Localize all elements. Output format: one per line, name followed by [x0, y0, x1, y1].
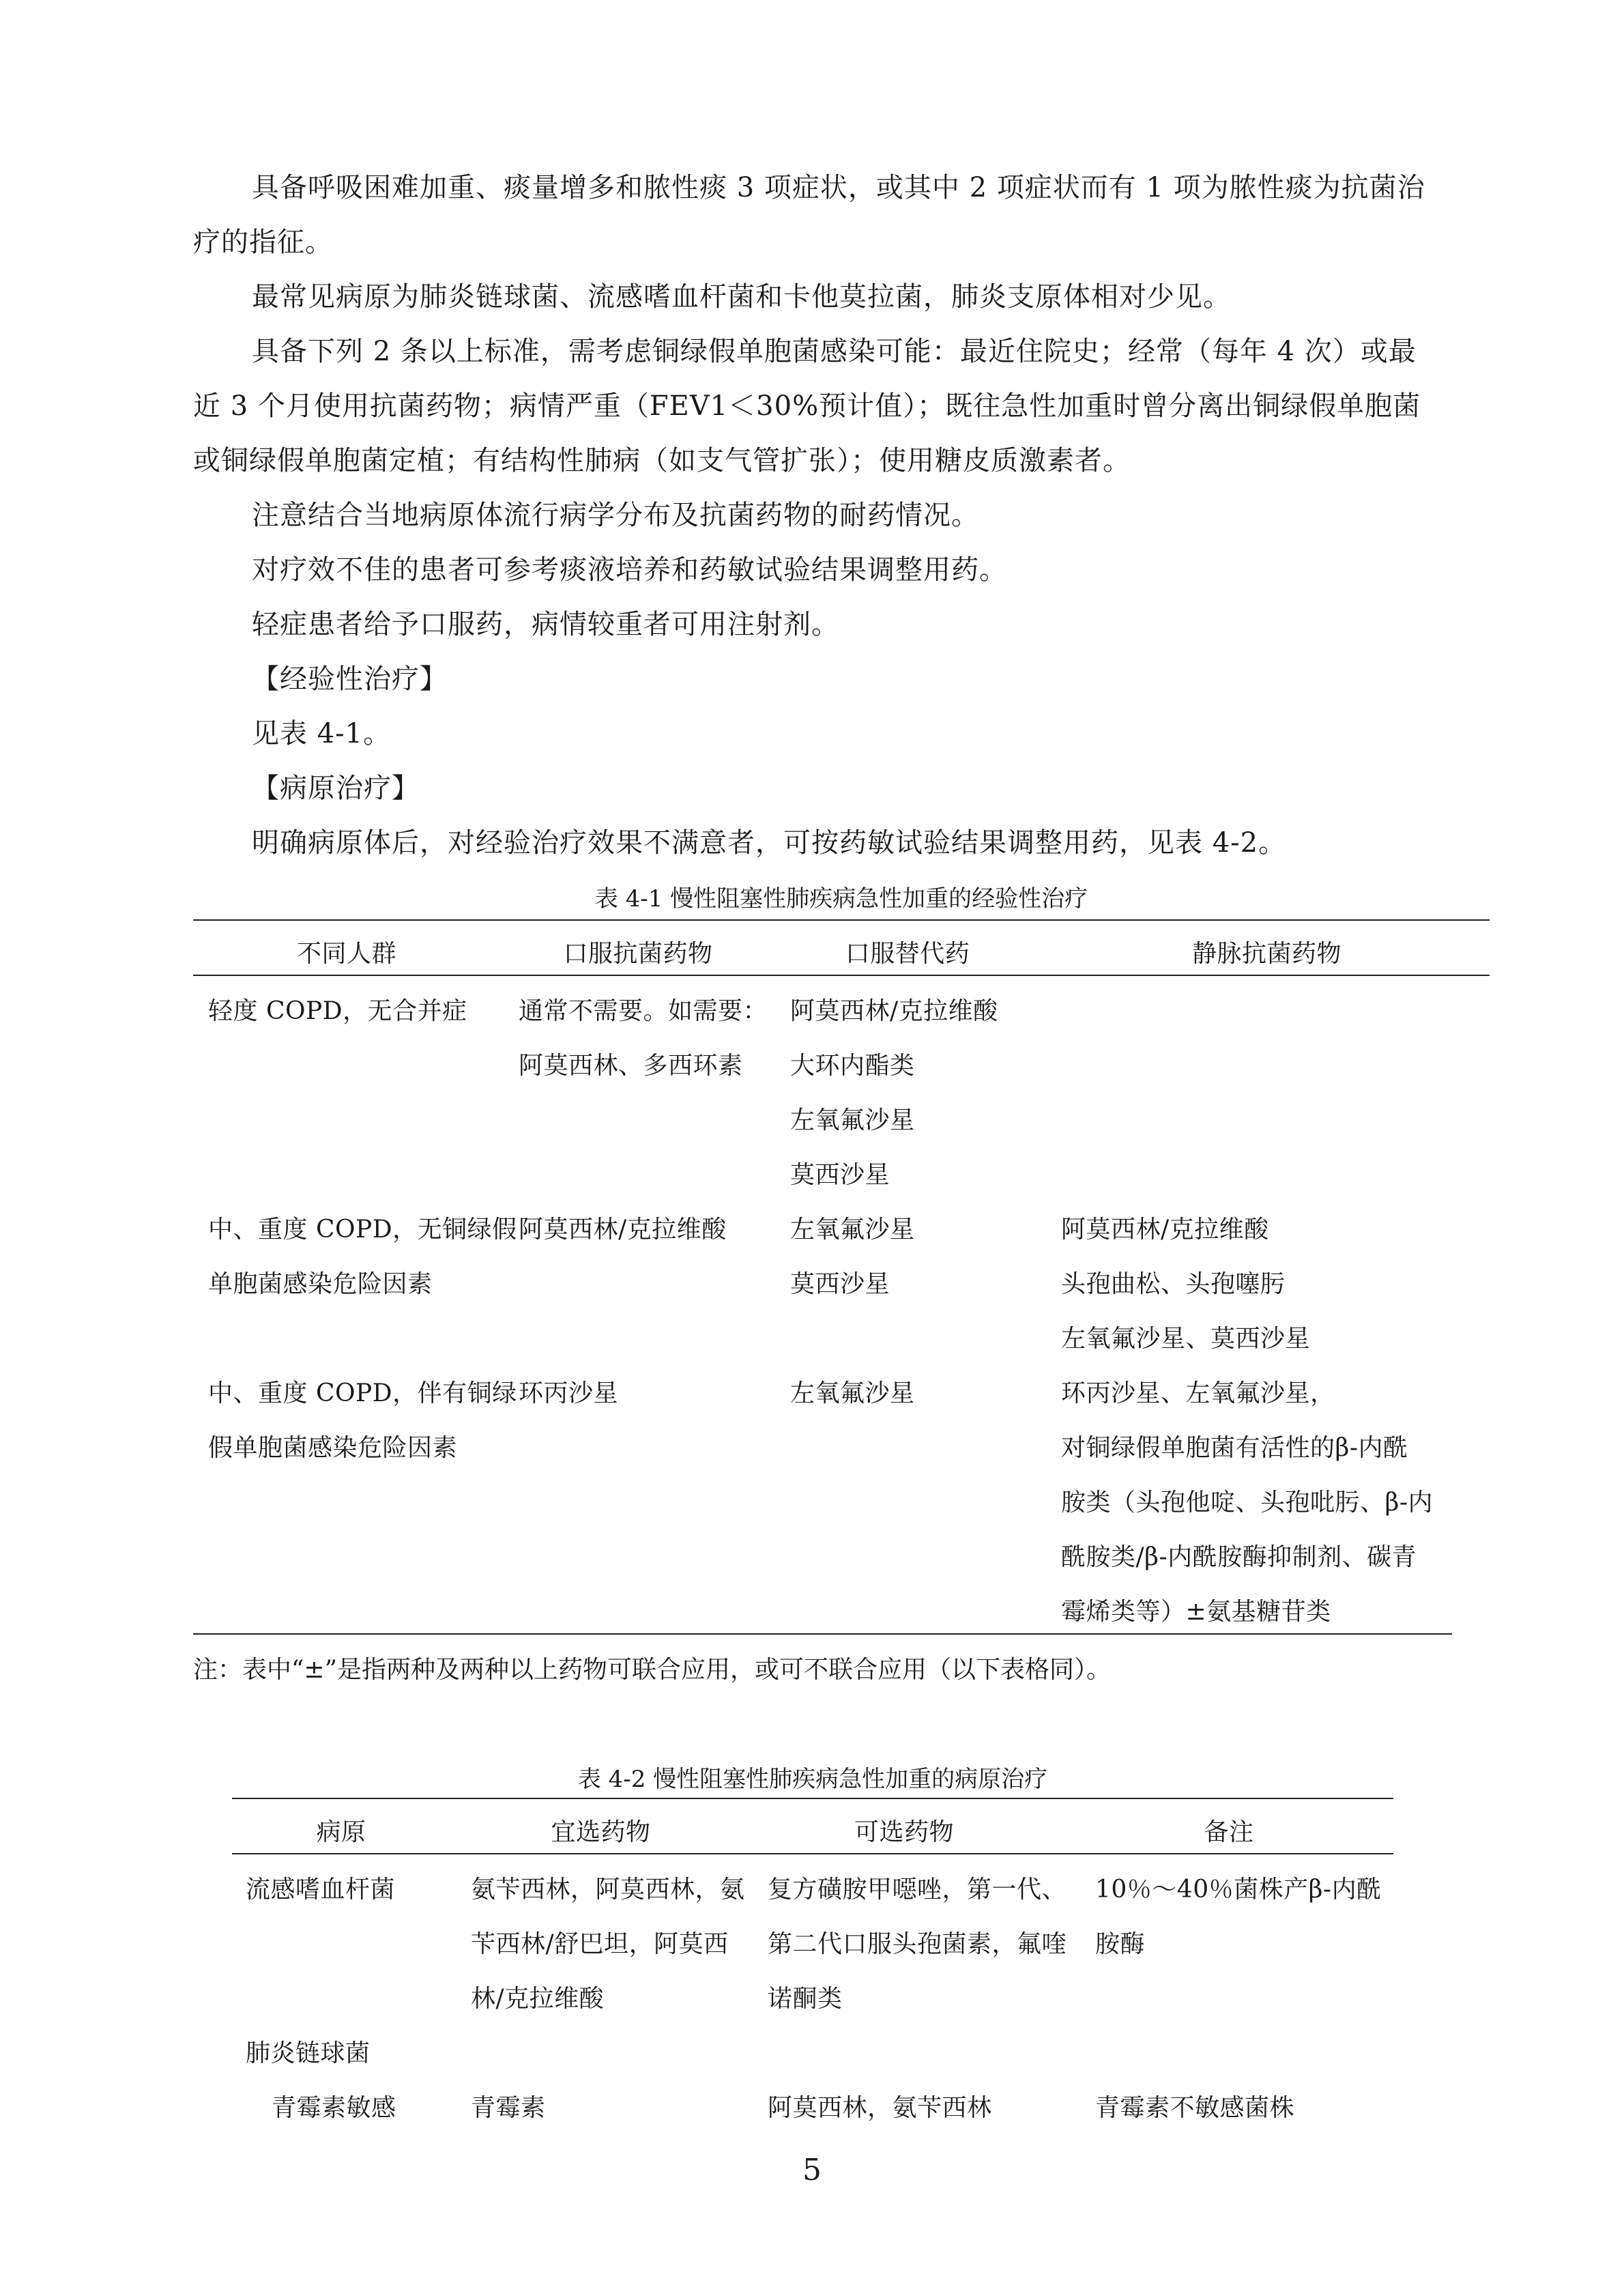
table-1-row3-alt-line1: 左氧氟沙星	[790, 1379, 915, 1407]
table-1-row2-alt-line1: 左氧氟沙星	[790, 1216, 915, 1244]
table-1-row3-iv-line3: 胺类（头孢他啶、头孢吡肟、β-内	[1061, 1489, 1433, 1517]
table-2-header-pathogen: 病原	[316, 1818, 366, 1846]
table-2-row3-optional: 阿莫西林，氨苄西林	[768, 2094, 992, 2122]
table-2-row3-remark: 青霉素不敏感菌株	[1095, 2094, 1295, 2122]
section-heading-empirical: 【经验性治疗】	[252, 663, 448, 695]
table-1-header-group: 不同人群	[296, 940, 396, 968]
table-2-row1-preferred-line2: 苄西林/舒巴坦，阿莫西	[471, 1930, 729, 1958]
table-1-row2-iv-line1: 阿莫西林/克拉维酸	[1061, 1216, 1269, 1244]
table-1-row3-group-line2: 假单胞菌感染危险因素	[208, 1434, 458, 1462]
table-1-row2-iv-line2: 头孢曲松、头孢噻肟	[1061, 1270, 1286, 1298]
paragraph-4: 注意结合当地病原体流行病学分布及抗菌药物的耐药情况。	[252, 500, 979, 531]
table-2-header-preferred: 宜选药物	[551, 1818, 651, 1846]
table-2-header-optional: 可选药物	[854, 1818, 954, 1846]
table-1-row2-group-line1: 中、重度 COPD，无铜绿假	[208, 1216, 517, 1244]
table-1-row1-alt-line1: 阿莫西林/克拉维酸	[790, 997, 998, 1025]
table-1-row3-iv-line4: 酰胺类/β-内酰胺酶抑制剂、碳青	[1061, 1543, 1417, 1571]
paragraph-see-table-4-1: 见表 4-1。	[252, 718, 392, 749]
table-1-row1-alt-line2: 大环内酯类	[790, 1052, 915, 1080]
table-1-row1-alt-line4: 莫西沙星	[790, 1161, 890, 1189]
page-number: 5	[802, 2153, 822, 2187]
table-1-header-iv: 静脉抗菌药物	[1191, 940, 1342, 968]
table-1-row1-oral-line1: 通常不需要。如需要：	[519, 997, 768, 1025]
table-2-row3-preferred: 青霉素	[471, 2094, 546, 2122]
table-1-bottom-rule	[193, 1633, 1452, 1635]
paragraph-3: 具备下列 2 条以上标准，需考虑铜绿假单胞菌感染可能：最近住院史；经常（每年 4 次）或最近 3 个月使用抗菌药物；病情严重（FEV1＜30%预计值）；既往急性加重时曾分离出铜绿假单胞菌或铜绿假单胞菌定植；有结构性肺病（如支气管扩张）；使用糖皮质激素者。	[193, 336, 1421, 476]
section-heading-pathogen: 【病原治疗】	[252, 773, 420, 804]
table-1-row3-iv-line1: 环丙沙星、左氧氟沙星，	[1061, 1379, 1335, 1407]
table-1-top-rule	[193, 919, 1490, 921]
paragraph-2: 最常见病原为肺炎链球菌、流感嗜血杆菌和卡他莫拉菌，肺炎支原体相对少见。	[252, 281, 1231, 313]
paragraph-6: 轻症患者给予口服药，病情较重者可用注射剂。	[252, 609, 839, 640]
table-1-row1-oral-line2: 阿莫西林、多西环素	[519, 1052, 743, 1080]
table-1-header-oral: 口服抗菌药物	[563, 940, 713, 968]
table-2-row1-pathogen: 流感嗜血杆菌	[246, 1876, 396, 1904]
table-1-row3-iv-line5: 霉烯类等）±氨基糖苷类	[1061, 1598, 1331, 1626]
table-1-row3-oral-line1: 环丙沙星	[519, 1379, 619, 1407]
table-1-row3-group-line1: 中、重度 COPD，伴有铜绿	[208, 1379, 517, 1407]
table-1-header-alt: 口服替代药	[845, 940, 970, 968]
table-2-row1-remark-line2: 胺酶	[1095, 1930, 1146, 1958]
table-1-caption: 表 4-1 慢性阻塞性肺疾病急性加重的经验性治疗	[594, 885, 1088, 913]
table-2-row1-remark-line1: 10％～40％菌株产β-内酰	[1095, 1876, 1382, 1904]
table-1-row2-alt-line2: 莫西沙星	[790, 1270, 890, 1298]
table-1-row3-iv-line2: 对铜绿假单胞菌有活性的β-内酰	[1061, 1434, 1408, 1462]
table-2-caption: 表 4-2 慢性阻塞性肺疾病急性加重的病原治疗	[577, 1766, 1048, 1793]
table-2-row1-preferred-line1: 氨苄西林，阿莫西林，氨	[471, 1876, 745, 1904]
paragraph-see-table-4-2: 明确病原体后，对经验治疗效果不满意者，可按药敏试验结果调整用药，见表 4-2。	[252, 827, 1287, 859]
table-1-row1-alt-line3: 左氧氟沙星	[790, 1106, 915, 1134]
table-2-header-remark: 备注	[1204, 1818, 1254, 1846]
table-1-header-rule	[193, 975, 1490, 976]
paragraph-1: 具备呼吸困难加重、痰量增多和脓性痰 3 项症状，或其中 2 项症状而有 1 项为脓性痰为抗菌治疗的指征。	[193, 172, 1425, 258]
paragraph-5: 对疗效不佳的患者可参考痰液培养和药敏试验结果调整用药。	[252, 554, 1007, 586]
table-2-top-rule	[232, 1798, 1393, 1799]
table-2-row3-pathogen: 青霉素敏感	[272, 2094, 396, 2122]
table-2-row1-optional-line2: 第二代口服头孢菌素，氟喹	[768, 1930, 1067, 1958]
table-1-row2-iv-line3: 左氧氟沙星、莫西沙星	[1061, 1325, 1311, 1353]
table-1-row1-group-line1: 轻度 COPD，无合并症	[208, 997, 467, 1025]
table-2-row1-preferred-line3: 林/克拉维酸	[471, 1985, 605, 2013]
table-2-header-rule	[232, 1853, 1393, 1854]
table-1-row2-group-line2: 单胞菌感染危险因素	[208, 1270, 433, 1298]
table-2-row1-optional-line3: 诺酮类	[768, 1985, 843, 2013]
table-2-row2-pathogen: 肺炎链球菌	[246, 2039, 371, 2067]
table-2-row1-optional-line1: 复方磺胺甲噁唑，第一代、	[768, 1876, 1067, 1904]
table-1-note: 注：表中“±”是指两种及两种以上药物可联合应用，或可不联合应用（以下表格同）。	[193, 1656, 1111, 1684]
table-1-row2-oral-line1: 阿莫西林/克拉维酸	[519, 1216, 727, 1244]
